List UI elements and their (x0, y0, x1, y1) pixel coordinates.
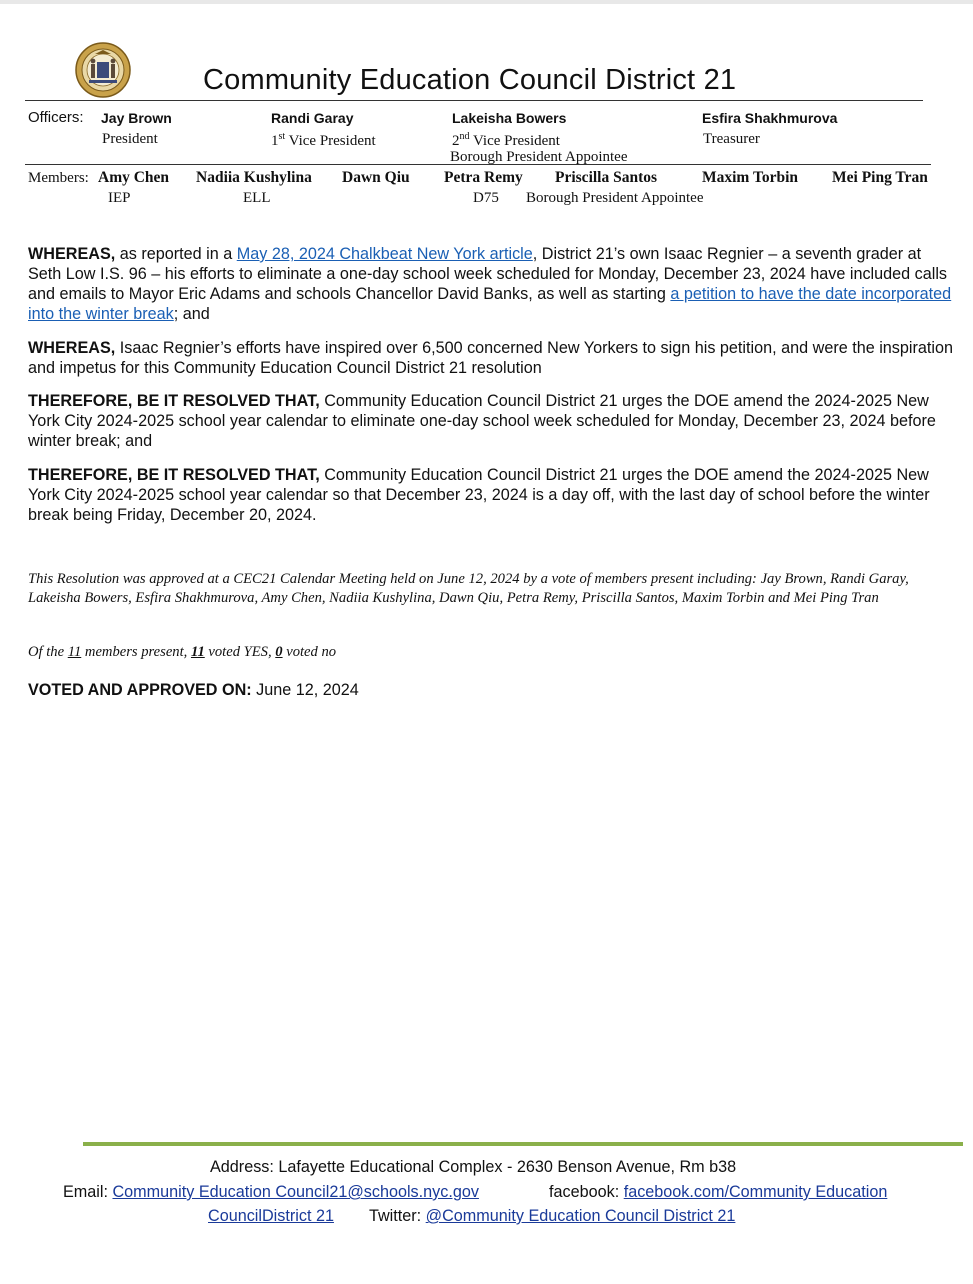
email-link[interactable]: Community Education Council21@schools.nyc.gov (112, 1183, 479, 1201)
twitter-link[interactable]: @Community Education Council District 21 (425, 1207, 736, 1225)
member-role-ell: ELL (243, 190, 271, 206)
officer-role-borough-appointee: Borough President Appointee (450, 149, 628, 165)
yes-count: 11 (190, 644, 205, 660)
member-name-amy-chen: Amy Chen (98, 169, 170, 186)
officer-name-lakeisha-bowers: Lakeisha Bowers (452, 110, 567, 126)
officer-name-esfira-shakhmurova: Esfira Shakhmurova (702, 110, 838, 126)
member-role-d75: D75 (473, 190, 499, 206)
voted-approved-label: VOTED AND APPROVED ON: (28, 681, 252, 699)
voted-approved-line (28, 680, 958, 700)
officer-name-jay-brown: Jay Brown (101, 110, 172, 126)
members-label: Members: (28, 170, 89, 186)
nyc-seal-icon (75, 42, 131, 98)
whereas-paragraph-1: WHEREAS, as reported in a May 28, 2024 Chalkbeat New York article, District 21’s own Isaac Regnier – a seventh grader at Seth Low I.S. 96 – his efforts to eliminate a one-day school week scheduled for Monday, December 23, 2024 have included calls and emails to Mayor Eric Adams and schools Chancellor David Banks, as well as starting a petition to have the date incorporated into the winter break; and (28, 245, 952, 323)
vote-tally: Of the 11 members present, 11 voted YES, 0 voted no (28, 644, 337, 660)
resolved-paragraph-1: THEREFORE, BE IT RESOLVED THAT, Community Education Council District 21 urges the DOE amend the 2024-2025 New York City 2024-2025 school year calendar to eliminate one-day school week scheduled for Monday, December 23, 2024 before winter break; and (28, 392, 936, 450)
no-count: 0 (275, 644, 283, 660)
officer-name-randi-garay: Randi Garay (271, 110, 354, 126)
officer-role-second-vice-president: 2nd Vice President (452, 131, 560, 149)
officers-label: Officers: (28, 109, 84, 126)
member-role-borough-appointee: Borough President Appointee (526, 190, 704, 206)
officer-role-first-vice-president: 1st Vice President (271, 131, 376, 149)
petition-link[interactable]: a petition to have the date incorporated into the winter break (28, 285, 952, 323)
member-name-petra-remy: Petra Remy (444, 169, 523, 186)
officer-role-president: President (102, 131, 158, 147)
member-name-dawn-qiu: Dawn Qiu (342, 169, 410, 186)
chalkbeat-article-link[interactable]: May 28, 2024 Chalkbeat New York article (236, 245, 533, 263)
footer-facebook: facebook: facebook.com/Community Education (549, 1183, 888, 1201)
footer-twitter: Twitter: @Community Education Council District 21 (369, 1207, 736, 1225)
whereas-paragraph-2: WHEREAS, Isaac Regnier’s efforts have inspired over 6,500 concerned New Yorkers to sign his petition, and were the inspiration and impetus for this Community Education Council District 21 resolution (28, 339, 953, 377)
title-rule (25, 100, 923, 101)
facebook-link-continued[interactable]: CouncilDistrict 21 (208, 1207, 334, 1225)
resolved-paragraph-2: THEREFORE, BE IT RESOLVED THAT, Community Education Council District 21 urges the DOE amend the 2024-2025 New York City 2024-2025 school year calendar so that December 23, 2024 is a day off, with the last day of school before the winter break being Friday, December 20, 2024. (28, 466, 930, 524)
member-name-maxim-torbin: Maxim Torbin (702, 169, 799, 186)
facebook-link[interactable]: facebook.com/Community Education (623, 1183, 888, 1201)
council-title: Community Education Council District 21 (203, 64, 737, 96)
member-name-nadiia-kushylina: Nadiia Kushylina (196, 169, 312, 186)
voted-approved-date: June 12, 2024 (251, 681, 359, 699)
approval-statement: This Resolution was approved at a CEC21 Calendar Meeting held on June 12, 2024 by a vote of members present including: Jay Brown, Randi Garay, Lakeisha Bowers, Esfira Shakhmurova, Amy Chen, Nadiia Kushylina, Dawn Qiu, Petra Remy, Priscilla Santos, Maxim Torbin and Mei Ping Tran (28, 571, 909, 606)
present-count: 11 (67, 644, 82, 660)
footer-contact-line-2 (208, 1207, 334, 1226)
top-edge (0, 0, 973, 4)
resolved-lead-1: THEREFORE, BE IT RESOLVED THAT, (28, 392, 320, 410)
whereas-lead-1: WHEREAS, (28, 245, 116, 263)
member-role-iep: IEP (108, 190, 131, 206)
footer-address: Address: Lafayette Educational Complex - 2630 Benson Avenue, Rm b38 (210, 1158, 737, 1176)
resolved-lead-2: THEREFORE, BE IT RESOLVED THAT, (28, 466, 320, 484)
officer-role-treasurer: Treasurer (703, 131, 760, 147)
footer-contact-line-1: Email: Community Education Council21@schools.nyc.gov (63, 1183, 479, 1201)
whereas-lead-2: WHEREAS, (28, 339, 116, 357)
footer-rule (83, 1142, 963, 1146)
member-name-priscilla-santos: Priscilla Santos (555, 169, 658, 186)
officers-rule (25, 164, 931, 165)
member-name-mei-ping-tran: Mei Ping Tran (832, 169, 928, 186)
